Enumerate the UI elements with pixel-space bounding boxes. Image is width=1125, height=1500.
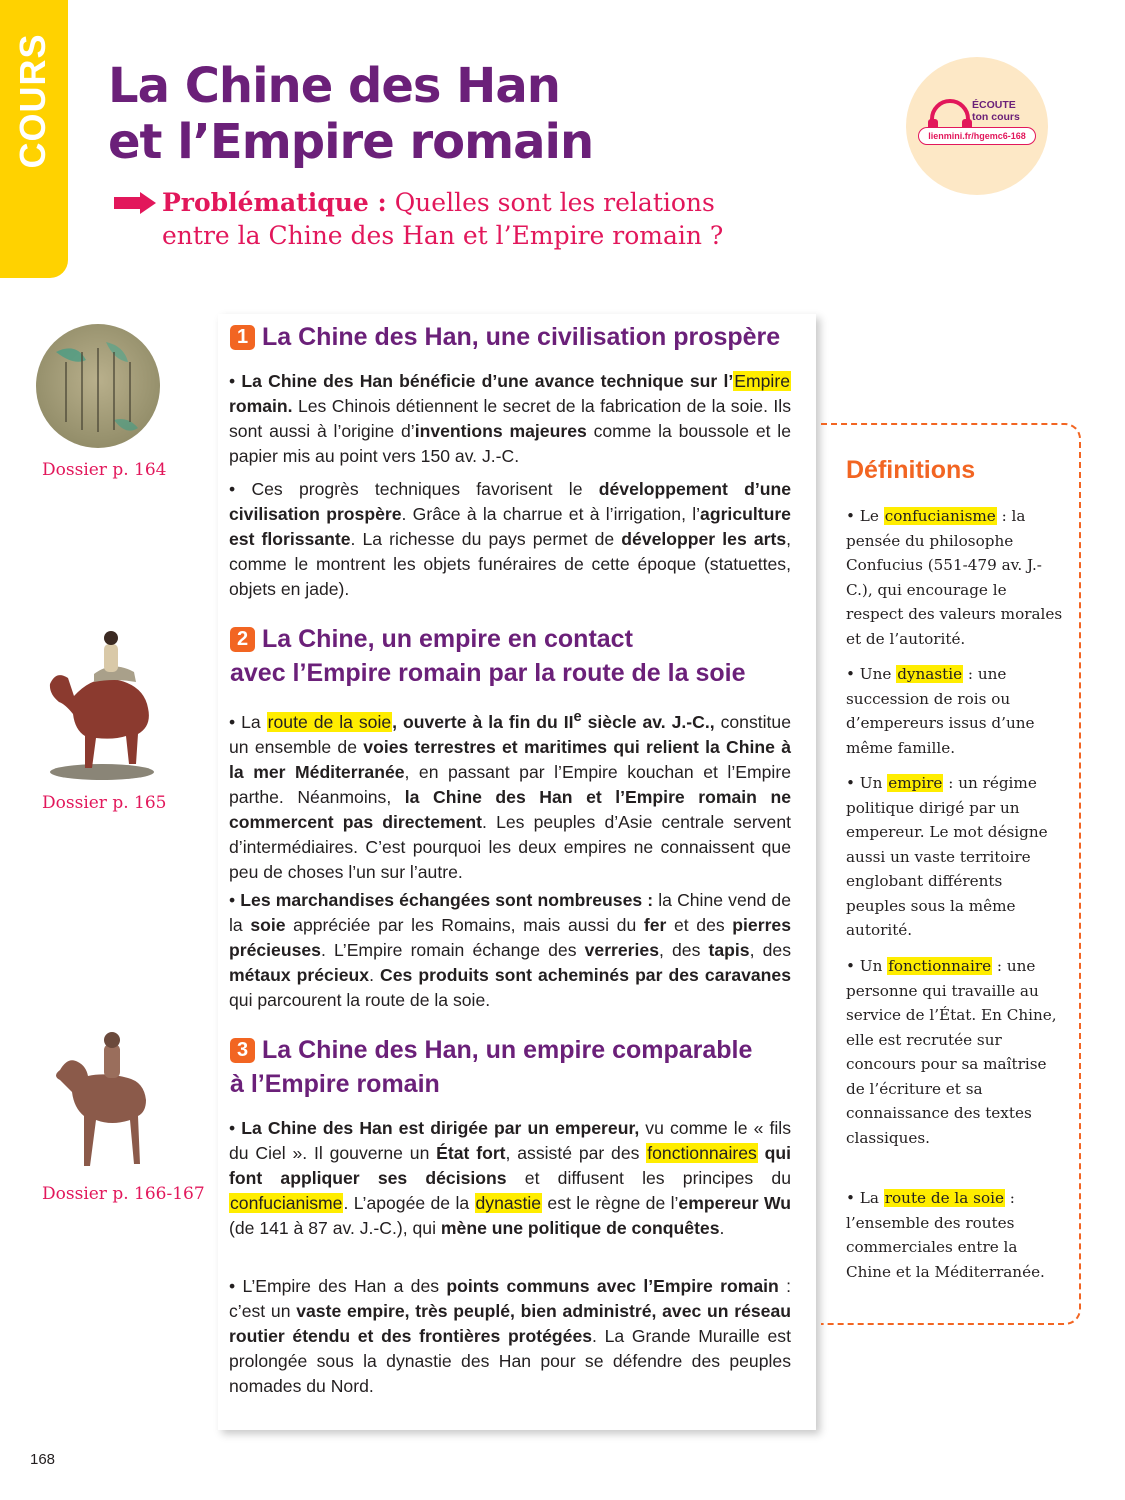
def-text: : un régime politique dirigé par un empereur. Le mot désigne aussi un vaste territoire englobant différents peuples sous la même autorité. [846, 774, 1048, 939]
definitions-title: Définitions [846, 456, 976, 484]
text: . Les peuples d’Asie centrale servent d’intermédiaires. C’est pourquoi les deux empires ne connaissent que peu de choses l’un sur l’autre. [229, 811, 792, 882]
bold-text: Ces produits sont acheminés par des caravanes [380, 965, 791, 985]
paragraph-6 [229, 1274, 791, 1399]
section-1-title-text: La Chine des Han, une civilisation prospère [262, 323, 781, 351]
highlight-fonctionnaires: fonctionnaires [647, 1143, 757, 1163]
text: . La Grande Muraille est prolongée sous la dynastie des Han pour se défendre des peuples nomades du Nord. [229, 1326, 791, 1396]
cours-tab [0, 0, 68, 278]
bold-text: romain. [229, 396, 293, 416]
text: appréciée par les Romains, mais aussi du [285, 915, 644, 935]
bold-text: , ouverte à la fin du II [392, 711, 574, 732]
bold-text: points communs avec l’Empire romain [446, 1276, 779, 1296]
bold-text: qui font appliquer ses décisions [229, 1143, 791, 1188]
bold-text: siècle av. J.-C., [581, 711, 715, 732]
dossier-link-165[interactable]: Dossier p. 165 [42, 793, 167, 813]
section-2-title [230, 622, 745, 690]
text: qui parcourent la route de la soie. [229, 990, 491, 1010]
bold-text: La Chine des Han bénéficie d’une avance technique sur l’ [241, 371, 734, 391]
section-3-number: 3 [230, 1038, 255, 1063]
text: (de 141 à 87 av. J.-C.), qui [229, 1218, 441, 1238]
text: . L’apogée de la [343, 1193, 475, 1213]
page-title-line1: La Chine des Han [108, 58, 560, 114]
definition-empire [846, 771, 1066, 943]
paragraph-1 [229, 369, 791, 469]
audio-line1: ÉCOUTE [972, 99, 1016, 111]
bold-text: tapis [708, 940, 750, 960]
bold-text: inventions majeures [414, 421, 587, 441]
bold-text: agriculture est florissante [229, 504, 791, 549]
bold-text: soie [250, 915, 286, 935]
text: , en passant par l’Empire kouchan et l’Empire parthe. Néanmoins, [229, 761, 791, 807]
bold-text: voies terrestres et maritimes qui relient la Chine à la mer Méditerranée [229, 736, 791, 782]
section-3-title-text: La Chine des Han, un empire comparable [262, 1036, 753, 1064]
bullet: • [229, 1276, 243, 1296]
text: est le règne de l’ [542, 1193, 679, 1213]
bold-text: verreries [584, 940, 659, 960]
text: . Grâce à la charrue et à l’irrigation, l’ [401, 504, 701, 524]
def-text: : l’ensemble des routes commerciales entre la Chine et la Méditerranée. [846, 1189, 1045, 1281]
text: . La richesse du pays permet de [350, 529, 622, 549]
bold-text: fer [643, 915, 667, 935]
text: la Chine vend de la [229, 890, 791, 935]
section-2-title-text2: avec l’Empire romain par la route de la soie [230, 659, 746, 687]
problematique-line2: entre la Chine des Han et l’Empire romain ? [162, 221, 724, 250]
problematique-line1: Quelles sont les relations [394, 188, 715, 217]
def-text: : la pensée du philosophe Confucius (551-479 av. J.-C.), qui encourage le respect des valeurs morales et de l’autorité. [846, 507, 1063, 648]
text: et des [666, 915, 733, 935]
text: comme la boussole et le papier mis au point vers 150 av. J.-C. [229, 421, 791, 466]
definition-dynastie [846, 662, 1066, 760]
def-text: : une succession de rois ou d’empereurs issus d’une même famille. [846, 665, 1035, 757]
horse-rider-image [50, 1030, 160, 1180]
text: , des [658, 940, 709, 960]
problematique-label: Problématique : [162, 188, 387, 217]
def-bullet: • Une [846, 665, 897, 683]
definition-confucianisme [846, 504, 1066, 651]
text: et diffusent les principes du [506, 1168, 791, 1188]
paragraph-3 [229, 705, 791, 885]
paragraph-5 [229, 1116, 791, 1241]
section-1-title [230, 320, 780, 354]
arrow-right-icon [112, 192, 158, 214]
page-title [108, 58, 593, 170]
highlight-route-soie: route de la soie [267, 711, 392, 732]
section-2-number: 2 [230, 627, 255, 652]
paragraph-4 [229, 888, 791, 1013]
text: , assisté par des [505, 1143, 647, 1163]
bold-text: pierres précieuses [229, 915, 791, 960]
definition-fonctionnaire [846, 954, 1066, 1150]
bold-text: La Chine des Han est dirigée par un empereur, [241, 1118, 640, 1138]
text: constitue un ensemble de [229, 711, 791, 757]
text: . [369, 965, 381, 985]
camel-statuette-image [30, 622, 170, 782]
text: Ces progrès techniques favorisent le [251, 479, 599, 499]
dossier-link-164[interactable]: Dossier p. 164 [42, 460, 167, 480]
bold-text: mène une politique de conquêtes [440, 1218, 720, 1238]
highlight-empire: Empire [734, 371, 790, 391]
highlight-dynastie: dynastie [475, 1193, 542, 1213]
bold-text: développer les arts [621, 529, 787, 549]
def-text: : une personne qui travaille au service de l’État. En Chine, elle est recrutée sur concours pour sa maîtrise de l’écriture et sa connaissance des textes classiques. [846, 957, 1057, 1147]
section-2-title-text: La Chine, un empire en contact [262, 625, 633, 653]
bold-text: empereur Wu [678, 1193, 792, 1213]
def-term: fonctionnaire [888, 957, 992, 975]
page-number: 168 [30, 1451, 56, 1468]
bullet: • [229, 711, 242, 732]
bullet: • [229, 479, 252, 499]
section-3-title-text2: à l’Empire romain [230, 1070, 440, 1098]
bullet: • [229, 371, 242, 391]
text: Les Chinois détiennent le secret de la fabrication de la soie. Ils sont aussi à l’origine d’ [229, 396, 791, 441]
paragraph-2 [229, 477, 791, 602]
text: , comme le montrent les objets funéraires de cette époque (statuettes, objets en jade). [229, 529, 791, 599]
bold-text: État fort [436, 1143, 506, 1163]
def-term: confucianisme [884, 507, 996, 525]
text: vu comme le « fils du Ciel ». Il gouverne un [229, 1118, 791, 1163]
def-bullet: • Un [846, 774, 888, 792]
def-term: route de la soie [884, 1189, 1004, 1207]
text: La [241, 711, 267, 732]
audio-badge[interactable] [906, 57, 1048, 195]
cours-tab-label: COURS [12, 33, 53, 169]
page-title-line2: et l’Empire romain [108, 114, 594, 170]
def-bullet: • Le [846, 507, 884, 525]
bullet: • [229, 1118, 242, 1138]
section-1-number: 1 [230, 325, 255, 350]
def-term: dynastie [897, 665, 963, 683]
text: : c’est un [229, 1276, 791, 1321]
text: , des [749, 940, 791, 960]
audio-link[interactable]: lienmini.fr/hgemc6-168 [918, 127, 1036, 145]
def-bullet: • Un [846, 957, 888, 975]
superscript: e [573, 709, 582, 725]
definition-route-soie [846, 1186, 1066, 1284]
bold-text: métaux précieux [229, 965, 370, 985]
problematique [112, 186, 832, 252]
section-3-title [230, 1033, 752, 1101]
bold-text: vaste empire, très peuplé, bien administré, avec un réseau routier étendu et des frontières protégées [229, 1301, 791, 1346]
bold-text: développement d’une civilisation prospère [229, 479, 791, 524]
silk-manuscript-image [36, 322, 160, 450]
dossier-link-166-167[interactable]: Dossier p. 166-167 [42, 1184, 205, 1204]
text: . L’Empire romain échange des [320, 940, 585, 960]
problematique-text [162, 186, 832, 252]
text: L’Empire des Han a des [242, 1276, 447, 1296]
def-bullet: • La [846, 1189, 884, 1207]
text: . [719, 1218, 725, 1238]
bullet: • [229, 890, 241, 910]
bold-text: Les marchandises échangées sont nombreuses : [240, 890, 654, 910]
bold-text: la Chine des Han et l’Empire romain ne commercent pas directement [229, 786, 791, 832]
audio-line2: ton cours [972, 111, 1020, 123]
def-term: empire [888, 774, 943, 792]
highlight-confucianisme: confucianisme [230, 1193, 343, 1213]
